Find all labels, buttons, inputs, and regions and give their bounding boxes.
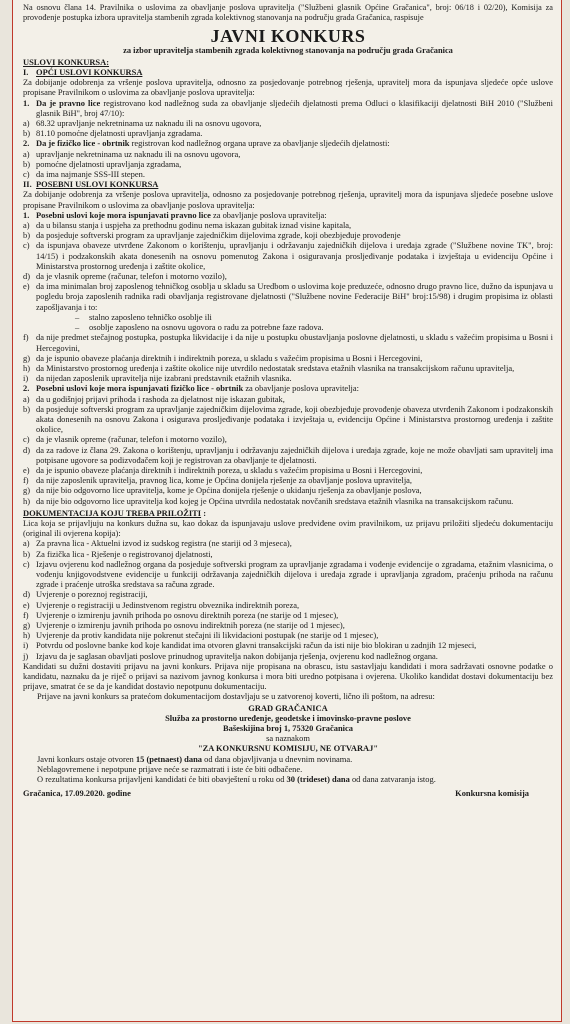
- list-item: [23, 620, 553, 630]
- list-label: a): [23, 148, 30, 159]
- address-street: Bašeskijina broj 1, 75320 Gračanica: [223, 723, 353, 734]
- item-text: za obavljanje poslova upravitelja:: [243, 383, 359, 394]
- list-label: h): [23, 495, 31, 506]
- list-label: a): [23, 393, 30, 404]
- list-label: e): [23, 599, 30, 610]
- list-label: c): [23, 558, 30, 569]
- envelope-label: "ZA KONKURSNU KOMISIJU, NE OTVARAJ": [197, 743, 379, 754]
- list-item: [23, 485, 553, 495]
- list-label: a): [23, 118, 30, 129]
- list-label: h): [23, 362, 31, 373]
- list-item: [23, 373, 553, 383]
- list-label: a): [23, 220, 30, 231]
- section-1-item-2: [23, 138, 553, 148]
- closing-text: od dana zatvaranja istog.: [349, 774, 436, 785]
- docs-paragraph: Lica koja se prijavljuju na konkurs dužna su, kao dokaz da ispunjavaju uslove predviđene ovim pravilnikom, uz prijavu priložiti sljedeću dokumentaciju (original ili ovjerena kopija):: [23, 517, 553, 539]
- item-lead: Posebni uslovi koje mora ispunjavati pravno lice: [36, 209, 211, 220]
- list-label: f): [23, 475, 29, 486]
- address-city: GRAD GRAČANICA: [248, 702, 328, 713]
- section-1-number: I.: [23, 67, 29, 78]
- list-text: da je ispunio obaveze plaćanja direktnih i indirektnih poreza, u skladu s važećim propisima u Bosni i Hercegovini,: [36, 352, 423, 363]
- list-item: [23, 538, 553, 548]
- list-label: g): [23, 485, 31, 496]
- list-item: [23, 169, 553, 179]
- list-label: d): [23, 589, 31, 600]
- list-text: da za radove iz člana 29. Zakona o korištenju, upravljanju i održavanju zajedničkih dijelova i uređaja zgrade, koje ne može obavljati sam upravitelj ima potpisane ugovore sa podizvođačem koji je registrovan za obavljanje te djelatnosti.: [36, 444, 553, 465]
- list-text: da Ministarstvo prostornog uređenja i zaštite okolice nije utvrdilo nedostatak sredstava etažnih vlasnika na transakcijskom računu upravitelja,: [36, 362, 515, 373]
- list-text: da nije bio odgovorno lice upravitelja kod kojeg je Općina utvrdila nedostatak novčanih sredstava etažnih vlasnika na transakcijskom računu.: [36, 495, 514, 506]
- dash-label: –: [75, 311, 80, 322]
- list-text: Uvjerenje o izmirenju javnih prihoda po osnovu indirektnih poreza (ne starije od 1 mjesec),: [36, 619, 345, 630]
- item-number: 1.: [23, 209, 30, 220]
- closing-line-3: [23, 774, 553, 784]
- list-text: da je ispunio obaveze plaćanja direktnih i indirektnih poreza, u skladu s važećim propisima u Bosni i Hercegovini,: [36, 464, 423, 475]
- dash-item: [23, 312, 553, 322]
- list-item: [23, 404, 553, 435]
- item-lead: Da je fizičko lice - obrtnik: [36, 138, 130, 149]
- conditions-heading: USLOVI KONKURSA:: [23, 56, 110, 67]
- item-text: registrovano kod nadležnog suda za obavljanje sljedećih djelatnosti prema Odluci o klasifikaciji djelatnosti BiH 2010 ("Službeni glasnik BiH", broj 47/10):: [36, 97, 553, 118]
- item-text: registrovan kod nadležnog organa uprave za obavljanje sljedećih djelatnosti:: [129, 138, 390, 149]
- list-item: [23, 640, 553, 650]
- list-item: [23, 589, 553, 599]
- item-lead: Da je pravno lice: [36, 97, 101, 108]
- list-label: c): [23, 434, 30, 445]
- list-item: [23, 651, 553, 661]
- list-label: b): [23, 403, 31, 414]
- section-2-item-1: [23, 210, 553, 220]
- list-text: Za pravna lica - Aktuelni izvod iz sudskog registra (ne stariji od 3 mjeseca),: [36, 538, 292, 549]
- list-label: g): [23, 619, 31, 630]
- list-text: da nijedan zaposlenik upravitelja nije izabrani predstavnik etažnih vlasnika.: [36, 373, 292, 384]
- list-item: [23, 353, 553, 363]
- list-text: 68.32 upravljanje nekretninama uz naknadu ili na osnovu ugovora,: [36, 118, 262, 129]
- footer-date: Gračanica, 17.09.2020. godine: [23, 788, 131, 799]
- list-text: da u bilansu stanja i uspjeha za prethodnu godinu nema iskazan gubitak iznad visine kapitala,: [36, 220, 352, 231]
- footer-signer: Konkursna komisija: [455, 788, 529, 799]
- list-text: Za fizička lica - Rješenje o registrovanoj djelatnosti,: [36, 548, 213, 559]
- page-title: JAVNI KONKURS: [210, 25, 366, 46]
- footer: [23, 788, 553, 798]
- item-lead: Posebni uslovi koje mora ispunjavati fizičko lice - obrtnik: [36, 383, 244, 394]
- list-label: i): [23, 640, 29, 651]
- section-2-item-2: [23, 383, 553, 393]
- closing-deadline: 15 (petnaest) dana: [135, 753, 202, 764]
- list-text: Uvjerenje da protiv kandidata nije pokrenut stečajni ili likvidacioni postupak (ne starije od 1 mjesec),: [36, 630, 379, 641]
- dash-label: –: [75, 322, 80, 333]
- list-item: [23, 271, 553, 281]
- list-text: da ispunjava obaveze utvrđene Zakonom o korištenju, upravljanju i održavanju zajedničkih dijelova i uređaja zgrade ("Službene novine TK", broj: 14/15) i podzakonskih akata donesenih na osnovu pomenutog Zakona i osiguravanja prosljeđivanje podataka i izvještaja u evidenciju Općine i Ministarstva prostornog uređenja i zaštite okolice,: [36, 240, 553, 271]
- dash-text: osoblje zaposleno na osnovu ugovora o radu za potrebne faze radova.: [89, 322, 324, 333]
- list-text: Potvrdu od poslovne banke kod koje kandidat ima otvoren glavni transakcijski račun da isti nije bio blokiran u zadnjih 12 mjeseci,: [36, 640, 477, 651]
- list-text: Uvjerenje o poreznoj registraciji,: [36, 589, 148, 600]
- list-item: [23, 159, 553, 169]
- list-text: da je vlasnik opreme (računar, telefon i motorno vozilo),: [36, 271, 227, 282]
- docs-heading-row: [23, 508, 553, 518]
- list-text: da posjeduje softverski program za upravljanje zajedničkim dijelovima zgrade, koji obezbjeđuje provođenje obaveza utvrđenih Zakonom i podzakonskih akata donesenih na osnovu Zakona i osigurava prosljeđivanje podataka i izvještaja u, evidenciju Općine i Ministarstva prostornog uređenja i zaštite okolice,: [36, 403, 553, 435]
- list-text: Izjavu da je saglasan obavljati poslove prinudnog upravitelja nakon dobijanja rješenja, ovjerenu kod nadležnog organa.: [36, 650, 438, 661]
- section-1-paragraph: Za dobijanje odobrenja za vršenje poslova upravitelja, odnosno za posjedovanje potrebnog rješenja, upravitelj mora da ispunjava sljedeće opće uslove propisane Pravilnikom o uslovima za obavljanje poslova upravitelja:: [23, 77, 553, 98]
- list-item: [23, 600, 553, 610]
- list-label: f): [23, 609, 29, 620]
- address-note: sa naznakom: [266, 733, 310, 744]
- dash-text: stalno zaposleno tehničko osoblje ili: [89, 311, 212, 322]
- list-label: b): [23, 230, 31, 241]
- list-text: da posjeduje softverski program za upravljanje zajedničkim dijelovima zgrade, koji obezbjeđuje provođenje: [36, 230, 401, 241]
- list-label: j): [23, 650, 29, 661]
- list-item: [23, 118, 553, 128]
- list-label: b): [23, 158, 31, 169]
- list-item: [23, 445, 553, 465]
- closing-text: od dana objavljivanja u dnevnim novinama.: [202, 753, 353, 764]
- section-2-title: POSEBNI USLOVI KONKURSA: [36, 179, 159, 190]
- list-item: [23, 610, 553, 620]
- docs-heading: DOKUMENTACIJA KOJU TREBA PRILOŽITI: [23, 507, 202, 518]
- application-paragraph: Kandidati su dužni dostaviti prijavu na javni konkurs. Prijava nije propisana na obrascu, istu sastavljaju kandidati i mora sadržavati osnovne podatke o kandidatu, naznaku da je riječ o prijavi sa nazivom javnog konkursa i mora biti uredno potpisana i ovjerena. Ukoliko kandidat dostavi dokumentaciju bez prijave, smatrat će se da je kandidat dostavio nepotpunu dokumentaciju.: [23, 660, 553, 692]
- closing-line-1: [23, 754, 553, 764]
- closing-text: Javni konkurs ostaje otvoren: [37, 753, 136, 764]
- list-item: [23, 230, 553, 240]
- list-text: da ima najmanje SSS-III stepen.: [36, 169, 145, 180]
- list-text: da je vlasnik opreme (računar, telefon i motorno vozilo),: [36, 434, 227, 445]
- list-label: c): [23, 240, 30, 251]
- section-2-paragraph: Za dobijanje odobrenja za vršenje poslova upravitelja, odnosno za posjedovanje potrebnog rješenja, upravitelj mora da ispunjava sljedeće posebne uslove propisane Pravilnikom o uslovima za obavljanje poslova upravitelja:: [23, 189, 553, 210]
- list-label: h): [23, 630, 31, 641]
- page-subtitle: za izbor upravitelja stambenih zgrada kolektivnog stanovanja na području grada Gračanica: [123, 45, 453, 55]
- section-1-item-1: [23, 98, 553, 118]
- item-number: 2.: [23, 138, 30, 149]
- list-text: pomoćne djelatnosti upravljanja zgradama,: [36, 158, 182, 169]
- list-item: [23, 475, 553, 485]
- list-label: d): [23, 271, 31, 282]
- list-item: [23, 549, 553, 559]
- list-item: [23, 149, 553, 159]
- list-item: [23, 630, 553, 640]
- list-item: [23, 128, 553, 138]
- list-item: [23, 220, 553, 230]
- list-item: [23, 363, 553, 373]
- list-text: Uvjerenje o izmirenju javnih prihoda po osnovu direktnih poreza (ne starije od 1 mjesec),: [36, 609, 339, 620]
- list-item: [23, 332, 553, 352]
- list-label: i): [23, 373, 29, 384]
- item-number: 1.: [23, 97, 30, 108]
- list-item: [23, 434, 553, 444]
- list-text: da nije zaposlenik upravitelja, pravnog lica, kome je Općina donijela rješenje za obavljanje poslova upravitelja,: [36, 475, 413, 486]
- section-1-title: OPĆI USLOVI KONKURSA: [36, 67, 143, 78]
- section-2-heading: [23, 179, 553, 189]
- address-office: Služba za prostorno uređenje, geodetske i imovinsko-pravne poslove: [165, 712, 411, 723]
- list-text: da nije bio odgovorno lice upravitelja, kome je Općina donijela rješenje o ukidanju rješenja za obavljanje poslova,: [36, 485, 422, 496]
- dash-item: [23, 322, 553, 332]
- list-item: [23, 465, 553, 475]
- list-text: Izjavu ovjerenu kod nadležnog organa da posjeduje softverski program za upravljanje zgradama i vođenje evidencije o zgradama, etažnim vlasnicima, o vođenju knjigovodstvene evidencije u funkciji održavanja zajedničkih dijelova i uređaja zgrade i upravljanja zgradom, praćenju prihoda na računu zgrade i praćenje utroška sredstava sa računa zgrade.: [36, 558, 553, 590]
- list-item: [23, 240, 553, 271]
- list-label: b): [23, 128, 31, 139]
- closing-line-2: Neblagovremene i nepotpune prijave neće se razmatrati i iste će biti odbačene.: [37, 763, 303, 774]
- list-label: e): [23, 464, 30, 475]
- list-item: [23, 559, 553, 590]
- item-number: 2.: [23, 383, 30, 394]
- list-label: a): [23, 538, 30, 549]
- intro-paragraph: Na osnovu člana 14. Pravilnika o uslovima za obavljanje poslova upravitelja ("Službeni glasnik Općine Gračanica", broj: 06/18 i 02/20), Komisija za provođenje postupka izbora upravitelja stambenih zgrada kolektivnog stanovanja na području grada Gračanica, raspisuje: [23, 3, 553, 22]
- list-text: da nije predmet stečajnog postupka, postupka likvidacije i da nije u postupku obustavljanja poslovne djelatnosti, u skladu s važećim propisima u Bosni i Hercegovini,: [36, 332, 553, 353]
- list-label: f): [23, 332, 29, 343]
- closing-deadline: 30 (trideset) dana: [286, 774, 350, 785]
- delivery-paragraph: Prijave na javni konkurs sa pratećom dokumentacijom dostavljaju se u zatvorenoj koverti, lično ili poštom, na adresu:: [37, 691, 435, 702]
- list-label: c): [23, 169, 30, 180]
- list-label: d): [23, 444, 31, 455]
- section-1-heading: [23, 67, 553, 77]
- list-text: 81.10 pomoćne djelatnosti upravljanja zgradama.: [36, 128, 203, 139]
- list-item: [23, 281, 553, 312]
- closing-text: O rezultatima konkursa prijavljeni kandidati će biti obavještení u roku od: [37, 774, 287, 785]
- list-label: e): [23, 281, 30, 292]
- section-2-number: II.: [23, 179, 32, 190]
- list-text: upravljanje nekretninama uz naknadu ili na osnovu ugovora,: [36, 148, 241, 159]
- list-item: [23, 496, 553, 506]
- list-text: da ima minimalan broj zaposlenog tehničkog osoblja u skladu sa Uredbom o uslovima koje preduzeće, odnosno drugo pravno lice, dužno da ispunjava u pogledu broja zaposlenih radnika radi obavljanja registrovane djelatnosti ("Službene novine Federacije BiH" broj:15/98) i drugim propisima iz oblasti zapošljavanja i to:: [36, 281, 553, 312]
- list-text: Uvjerenje o registraciji u Jedinstvenom registru obveznika indirektnih poreza,: [36, 599, 300, 610]
- notice-page: [12, 0, 562, 1022]
- docs-heading-colon: :: [201, 507, 206, 518]
- list-item: [23, 394, 553, 404]
- list-label: b): [23, 548, 31, 559]
- list-label: g): [23, 352, 31, 363]
- list-text: da u godišnjoj prijavi prihoda i rashoda za djelatnost nije iskazan gubitak,: [36, 393, 285, 404]
- item-text: za obavljanje poslova upravitelja:: [210, 209, 327, 220]
